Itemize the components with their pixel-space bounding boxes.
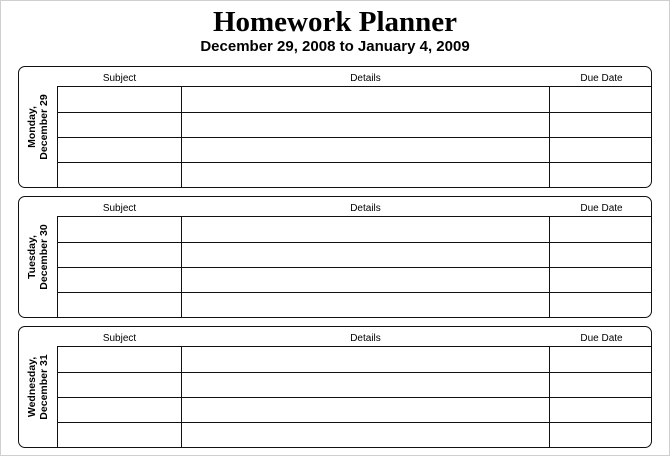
row-divider [58,292,651,293]
planner-title: Homework Planner [212,6,458,38]
details-header: Details [350,333,381,344]
subject-header: Subject [102,333,137,344]
day-date: December 31 [38,354,50,420]
subject-header: Subject [102,203,137,214]
row-divider [58,397,651,398]
homework-grid [57,86,651,187]
day-weekday: Wednesday, [26,356,38,418]
row-divider [58,112,651,113]
homework-grid [57,216,651,317]
row-divider [58,372,651,373]
day-weekday: Tuesday, [26,235,38,279]
details-header: Details [350,203,381,214]
day-date: December 29 [38,94,50,160]
due-date-header: Due Date [580,203,623,214]
day-block-wednesday [18,326,652,448]
row-divider [58,267,651,268]
day-label [19,197,57,317]
row-divider [58,162,651,163]
day-date: December 30 [38,224,50,290]
homework-grid [57,346,651,447]
planner-date-range: December 29, 2008 to January 4, 2009 [200,38,470,55]
details-header: Details [350,73,381,84]
day-label [19,67,57,187]
day-block-monday [18,66,652,188]
row-divider [58,137,651,138]
day-weekday: Monday, [26,106,38,148]
due-date-header: Due Date [580,73,623,84]
row-divider [58,422,651,423]
day-label [19,327,57,447]
row-divider [58,242,651,243]
day-block-tuesday [18,196,652,318]
due-date-header: Due Date [580,333,623,344]
subject-header: Subject [102,73,137,84]
